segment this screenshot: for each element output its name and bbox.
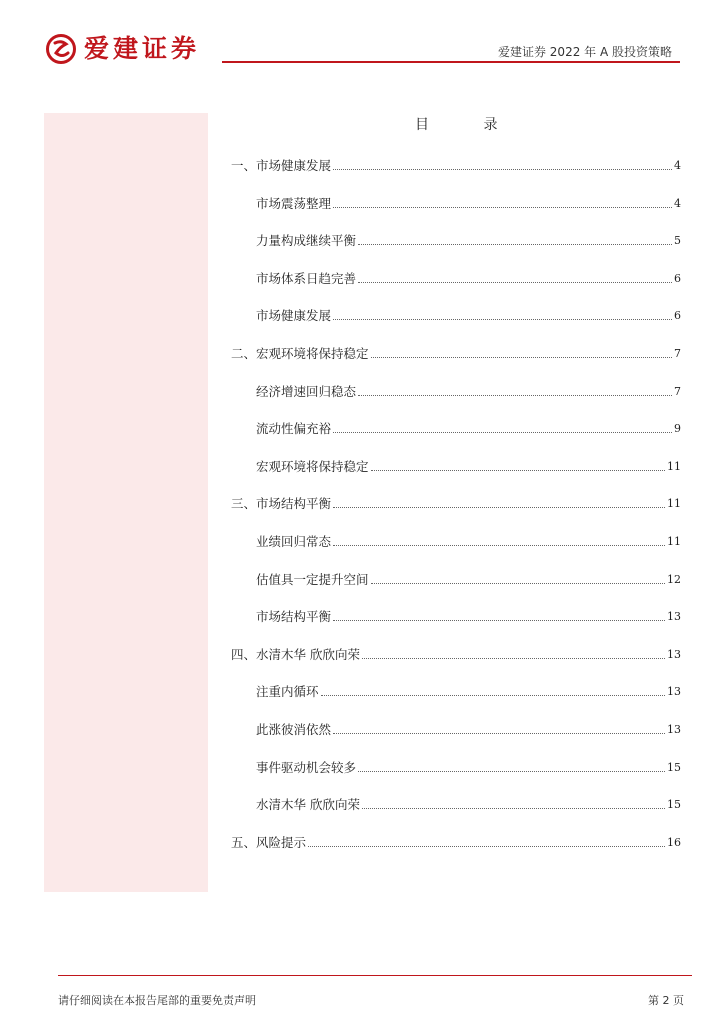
toc-entry[interactable] xyxy=(231,494,681,514)
toc-entry[interactable] xyxy=(231,532,681,552)
toc-leader-dots xyxy=(333,319,672,320)
header-divider xyxy=(222,61,680,63)
toc-leader-dots xyxy=(333,432,672,433)
toc-leader-dots xyxy=(362,808,665,809)
toc-entry[interactable] xyxy=(231,758,681,778)
toc-entry-page: 7 xyxy=(674,384,681,398)
toc-entry-label: 注重内循环 xyxy=(256,684,319,700)
toc-entry-label: 五、风险提示 xyxy=(231,834,307,850)
toc-entry[interactable] xyxy=(231,457,681,477)
toc-entry-label: 力量构成继续平衡 xyxy=(256,233,357,249)
toc-entry-page: 15 xyxy=(667,760,681,774)
toc-leader-dots xyxy=(371,357,672,358)
footer-divider xyxy=(58,975,692,976)
toc-entry-label: 此涨彼消依然 xyxy=(256,722,332,737)
toc-entry[interactable] xyxy=(231,570,681,590)
toc-entry[interactable] xyxy=(231,645,681,665)
toc-entry[interactable] xyxy=(231,231,681,251)
toc-leader-dots xyxy=(371,583,665,584)
toc-entry-page: 7 xyxy=(674,347,681,360)
toc-entry-label: 市场结构平衡 xyxy=(256,609,332,625)
toc-entry[interactable] xyxy=(231,344,681,364)
toc-entry-label: 估值具一定提升空间 xyxy=(256,571,369,587)
toc-leader-dots xyxy=(333,207,672,208)
toc-entry-label: 三、市场结构平衡 xyxy=(231,496,332,512)
toc-entry-label: 市场健康发展 xyxy=(256,308,332,324)
toc-entry-page: 4 xyxy=(674,159,681,172)
sidebar-panel xyxy=(44,113,208,892)
toc-entry-page: 13 xyxy=(667,610,681,624)
footer-disclaimer: 请仔细阅读在本报告尾部的重要免责声明 xyxy=(58,994,256,1007)
toc-entry-page: 12 xyxy=(667,572,681,586)
toc-entry-label: 四、水清木华 欣欣向荣 xyxy=(231,646,360,662)
toc-leader-dots xyxy=(333,733,665,734)
toc-entry[interactable] xyxy=(231,382,681,402)
toc-entry-label: 业绩回归常态 xyxy=(256,534,332,549)
logo-mark-icon xyxy=(46,34,76,64)
toc-entry-page: 6 xyxy=(674,271,681,285)
toc-entry[interactable] xyxy=(231,156,681,176)
toc-leader-dots xyxy=(371,470,665,471)
toc-entry-page: 15 xyxy=(667,798,681,812)
toc-leader-dots xyxy=(321,695,665,696)
toc-entry-page: 11 xyxy=(667,459,681,473)
toc-entry[interactable] xyxy=(231,306,681,326)
toc-leader-dots xyxy=(358,771,665,772)
toc-entry[interactable] xyxy=(231,194,681,214)
logo-text: 爱建证券 xyxy=(84,34,201,63)
toc-entry-page: 13 xyxy=(667,723,681,736)
toc-leader-dots xyxy=(333,620,665,621)
company-logo xyxy=(46,34,200,64)
toc-leader-dots xyxy=(358,244,672,245)
toc-entry-page: 16 xyxy=(667,835,681,849)
toc-entry-label: 市场体系日趋完善 xyxy=(256,270,357,286)
toc-leader-dots xyxy=(333,507,665,508)
page-header xyxy=(0,0,724,70)
toc-entry-page: 6 xyxy=(674,309,681,323)
toc-entry-page: 11 xyxy=(667,497,681,511)
toc-entry[interactable] xyxy=(231,269,681,289)
toc-entry[interactable] xyxy=(231,419,681,439)
toc-leader-dots xyxy=(333,169,672,170)
toc-entry-label: 事件驱动机会较多 xyxy=(256,759,357,775)
toc-leader-dots xyxy=(333,545,665,546)
toc-title: 目 录 xyxy=(415,117,498,133)
toc-entry-label: 经济增速回归稳态 xyxy=(256,383,357,399)
page-number: 第 2 页 xyxy=(648,994,684,1007)
toc-leader-dots xyxy=(308,846,665,847)
toc-entry-page: 13 xyxy=(667,685,681,699)
toc-entry-label: 宏观环境将保持稳定 xyxy=(256,458,369,474)
toc-entry[interactable] xyxy=(231,795,681,815)
toc-leader-dots xyxy=(362,658,665,659)
report-title: 爱建证券 2022 年 A 股投资策略 xyxy=(497,45,672,59)
toc-entry-label: 一、市场健康发展 xyxy=(231,158,332,173)
toc-entry-page: 9 xyxy=(674,422,681,436)
toc-entry[interactable] xyxy=(231,607,681,627)
toc-entry-page: 4 xyxy=(674,196,681,210)
toc-entry[interactable] xyxy=(231,682,681,702)
toc-entry-page: 5 xyxy=(674,234,681,248)
toc-entry-label: 市场震荡整理 xyxy=(256,195,332,211)
toc-entry-label: 流动性偏充裕 xyxy=(256,421,332,437)
toc-entry-page: 11 xyxy=(667,535,681,548)
toc-entry-label: 水清木华 欣欣向荣 xyxy=(256,797,360,813)
toc-leader-dots xyxy=(358,282,672,283)
toc-entry[interactable] xyxy=(231,720,681,740)
toc-entry-page: 13 xyxy=(667,647,681,661)
toc-leader-dots xyxy=(358,395,672,396)
toc-entry[interactable] xyxy=(231,833,681,853)
toc-entry-label: 二、宏观环境将保持稳定 xyxy=(231,346,369,361)
